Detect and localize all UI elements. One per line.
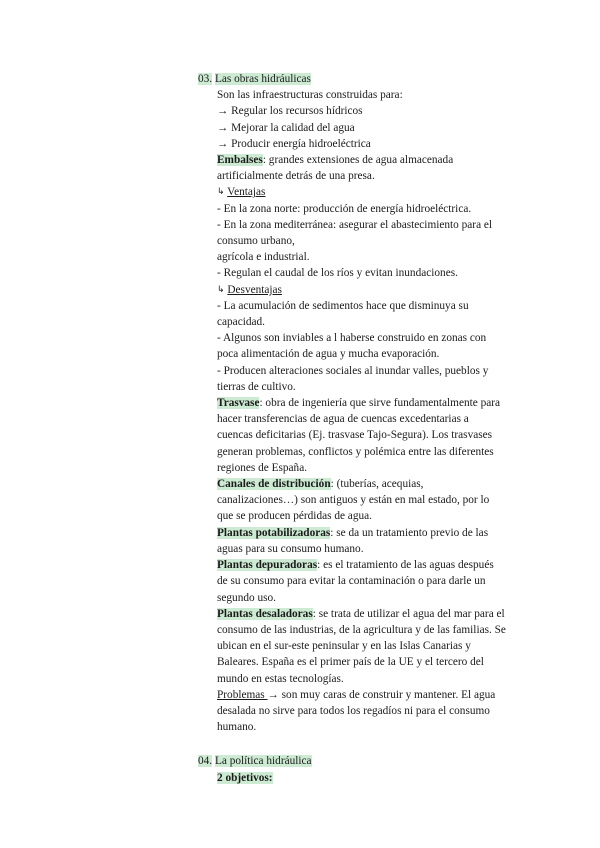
sub-arrow-icon: ↳ bbox=[217, 283, 225, 294]
text-line: humano. bbox=[217, 721, 257, 734]
purpose-item: → Mejorar la calidad del agua bbox=[217, 121, 355, 134]
desaladoras-definition: Plantas desaladoras: se trata de utilizar el agua del mar para el bbox=[217, 607, 505, 620]
text-line: cuencas deficitarias (Ej. trasvase Tajo-Segura). Los trasvases bbox=[217, 429, 493, 442]
purpose-item: → Regular los recursos hídricos bbox=[217, 105, 363, 118]
ventaja-item: consumo urbano, bbox=[217, 235, 295, 248]
depuradoras-term: Plantas depuradoras bbox=[217, 559, 318, 572]
canales-term: Canales de distribución bbox=[217, 478, 331, 491]
text-line: de su consumo para evitar la contaminación o para darle un bbox=[217, 575, 486, 588]
text-line: mundo en estas tecnologías. bbox=[217, 672, 344, 685]
desventaja-item: capacidad. bbox=[217, 316, 265, 329]
trasvase-definition: Trasvase: obra de ingeniería que sirve fundamentalmente para bbox=[217, 397, 501, 410]
section-4-subtitle bbox=[217, 770, 538, 786]
text-line: Baleares. España es el primer país de la UE y el tercero del bbox=[217, 656, 484, 669]
text-line: regiones de España. bbox=[217, 461, 308, 474]
canales-definition: Canales de distribución: (tuberías, acequias, bbox=[217, 478, 424, 491]
desventaja-item: poca alimentación de agua y mucha evaporación. bbox=[217, 348, 440, 361]
text-line: canalizaciones…) son antiguos y están en mal estado, por lo bbox=[217, 494, 490, 507]
embalses-definition: Embalses: grandes extensiones de agua almacenada bbox=[217, 154, 454, 167]
section-3-title: Las obras hidráulicas bbox=[214, 73, 311, 85]
text-line: artificialmente detrás de una presa. bbox=[217, 170, 375, 183]
section-spacer bbox=[198, 735, 538, 753]
document-content bbox=[198, 71, 538, 786]
ventaja-item: - En la zona norte: producción de energía hidroeléctrica. bbox=[217, 202, 472, 215]
ventaja-item: - Regulan el caudal de los ríos y evitan inundaciones. bbox=[217, 267, 458, 280]
potabilizadoras-definition: Plantas potabilizadoras: se da un tratamiento previo de las bbox=[217, 526, 489, 539]
section-4-title: La política hidráulica bbox=[214, 755, 312, 768]
embalses-term: Embalses bbox=[217, 154, 263, 167]
section-4-number: 04. bbox=[198, 755, 213, 768]
objetivos-label: 2 objetivos: bbox=[217, 771, 273, 784]
trasvase-term: Trasvase bbox=[217, 397, 260, 410]
text-line: segundo uso. bbox=[217, 591, 276, 604]
ventaja-item: - En la zona mediterránea: asegurar el abastecimiento para el bbox=[217, 218, 493, 231]
desventaja-item: - Producen alteraciones sociales al inundar valles, pueblos y bbox=[217, 364, 489, 377]
text-line: hacer transferencias de agua de cuencas excedentarias a bbox=[217, 413, 469, 426]
text-line: que se producen pérdidas de agua. bbox=[217, 510, 372, 523]
text-line: ubican en el sur-este peninsular y en las Islas Canarias y bbox=[217, 640, 471, 653]
desventajas-label: Desventajas bbox=[227, 283, 282, 296]
desventajas-heading bbox=[217, 282, 538, 298]
section-3-heading bbox=[198, 71, 538, 87]
ventaja-item: agrícola e industrial. bbox=[217, 251, 310, 264]
depuradoras-definition: Plantas depuradoras: es el tratamiento de las aguas después bbox=[217, 559, 494, 572]
text-line: desalada no sirve para todos los regadíos ni para el consumo bbox=[217, 704, 490, 717]
desaladoras-term: Plantas desaladoras bbox=[217, 607, 313, 620]
section-4-heading bbox=[198, 753, 538, 769]
sub-arrow-icon: ↳ bbox=[217, 186, 225, 197]
problemas-definition: Problemas → son muy caras de construir y mantener. El agua bbox=[217, 688, 496, 701]
text-line: generan problemas, conflictos y polémica entre las diferentes bbox=[217, 445, 494, 458]
ventajas-heading bbox=[217, 184, 538, 200]
potabilizadoras-term: Plantas potabilizadoras bbox=[217, 526, 331, 539]
purpose-item: → Producir energía hidroeléctrica bbox=[217, 137, 371, 150]
intro-text: Son las infraestructuras construidas para: bbox=[217, 89, 403, 102]
text-line: consumo de las industrias, de la agricultura y de las familias. Se bbox=[217, 623, 506, 636]
desventaja-item: tierras de cultivo. bbox=[217, 380, 296, 393]
section-3-number: 03. bbox=[198, 73, 213, 85]
problemas-term: Problemas bbox=[217, 688, 268, 701]
desventaja-item: - Algunos son inviables a l haberse construido en zonas con bbox=[217, 332, 487, 345]
desventaja-item: - La acumulación de sedimentos hace que disminuya su bbox=[217, 299, 469, 312]
text-line: aguas para su consumo humano. bbox=[217, 542, 364, 555]
ventajas-label: Ventajas bbox=[227, 186, 266, 199]
